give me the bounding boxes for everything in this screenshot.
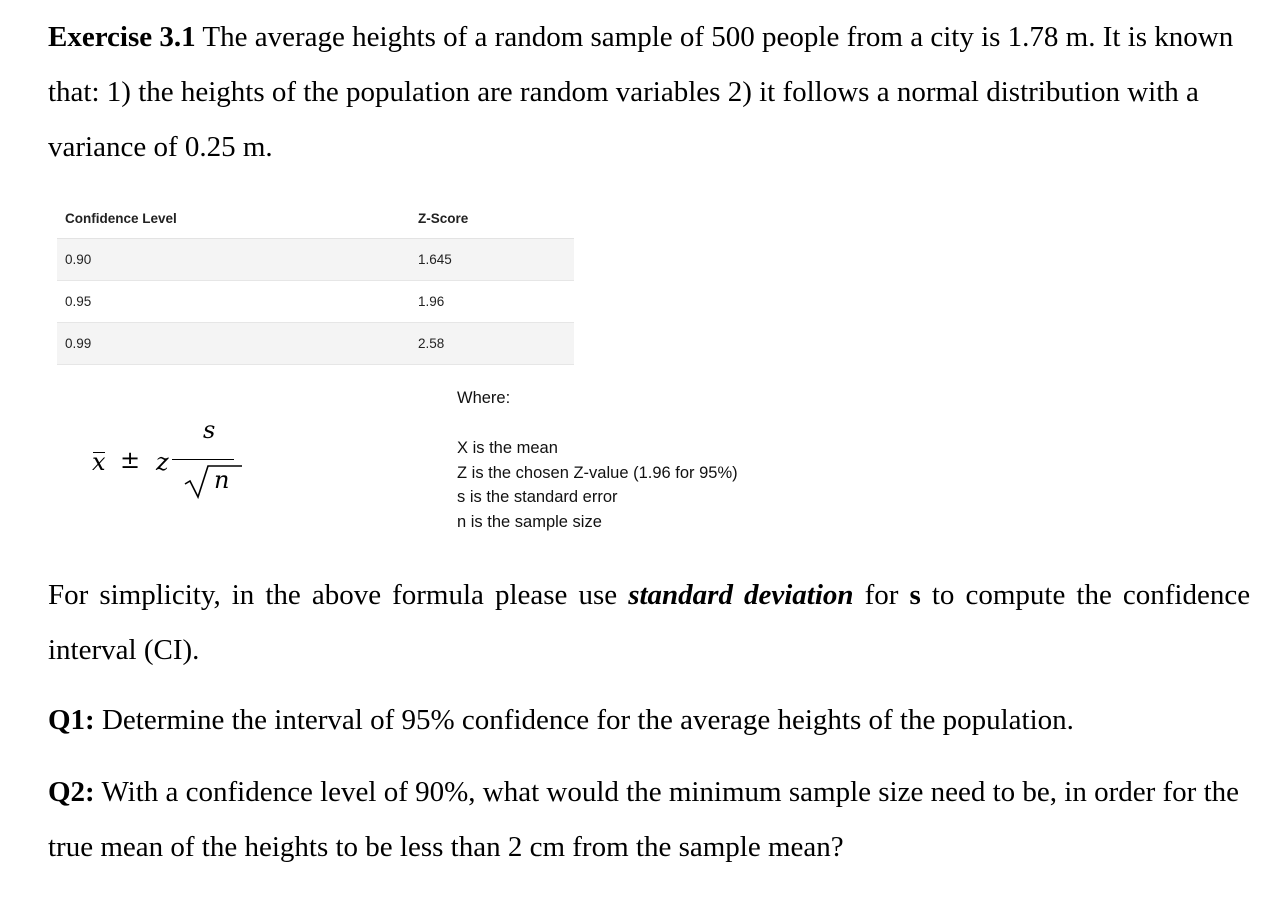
exercise-intro <box>48 10 1243 175</box>
confidence-cell: 0.95 <box>57 281 410 323</box>
confidence-cell: 0.99 <box>57 323 410 365</box>
confidence-interval-formula <box>92 412 262 512</box>
table-row <box>57 323 574 365</box>
question-2 <box>48 765 1253 875</box>
exercise-heading: Exercise 3.1 <box>48 21 196 53</box>
question-1 <box>48 693 1248 748</box>
formula-plus-minus: ± <box>120 446 141 474</box>
formula-numerator: s <box>203 416 216 444</box>
note-text: For simplicity, in the above formula please use <box>48 579 618 611</box>
header-confidence-level: Confidence Level <box>57 198 410 239</box>
note-variable: s <box>909 579 921 611</box>
question-text: Determine the interval of 95% confidence for the average heights of the population. <box>101 704 1074 736</box>
legend-line: X is the mean <box>457 439 558 457</box>
question-text: With a confidence level of 90%, what would the minimum sample size need to be, in order for the true mean of the heights to be less than 2 cm from the sample mean? <box>48 776 1239 863</box>
table-row <box>57 239 574 281</box>
header-z-score: Z-Score <box>410 198 574 239</box>
formula-xbar: x <box>92 448 106 476</box>
simplicity-note <box>48 568 1250 678</box>
z-score-table <box>57 198 574 365</box>
z-score-cell: 1.645 <box>410 239 574 281</box>
z-score-cell: 2.58 <box>410 323 574 365</box>
legend-line: Z is the chosen Z-value (1.96 for 95%) <box>457 463 738 482</box>
question-label: Q2: <box>48 776 95 808</box>
legend-line: s is the standard error <box>457 488 618 506</box>
legend-title: Where: <box>457 389 511 407</box>
table-header-row <box>57 198 574 239</box>
note-text: to compute the confidence interval (CI). <box>48 579 1251 666</box>
formula-z: z <box>156 448 169 476</box>
fraction-bar <box>172 459 234 460</box>
table-row <box>57 281 574 323</box>
exercise-text: The average heights of a random sample of 500 people from a city is 1.78 m. It is known that: 1) the heights of the population are random variables 2) it follows a normal distribution with a variance of 0.25 m. <box>48 21 1234 163</box>
formula-denominator <box>184 464 244 500</box>
legend-line: n is the sample size <box>457 512 602 531</box>
formula-n: n <box>214 466 230 494</box>
note-text: for <box>864 579 899 611</box>
formula-legend <box>457 384 738 534</box>
question-label: Q1: <box>48 704 95 736</box>
z-score-cell: 1.96 <box>410 281 574 323</box>
note-emphasis: standard deviation <box>628 579 854 611</box>
confidence-cell: 0.90 <box>57 239 410 281</box>
